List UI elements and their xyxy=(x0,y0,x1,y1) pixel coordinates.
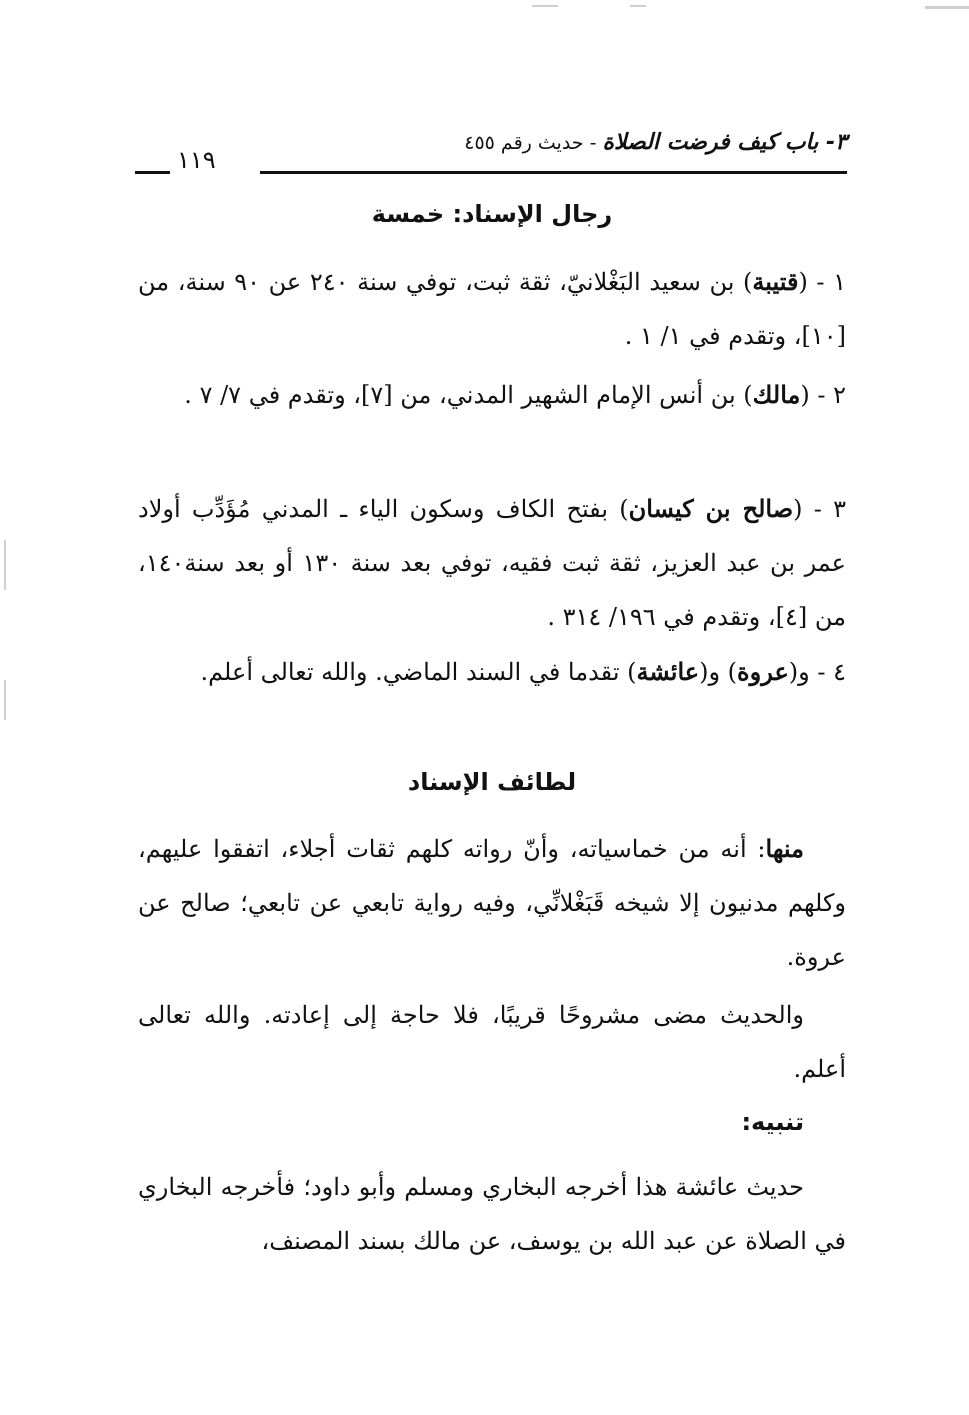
scan-mark xyxy=(4,540,6,590)
narrator-name: قتيبة xyxy=(752,267,799,296)
section-heading-narrators: رجال الإسناد: خمسة xyxy=(371,200,613,228)
narrator-name: عروة xyxy=(737,657,789,686)
scan-mark xyxy=(925,6,969,9)
subtleties-lead: منها xyxy=(765,834,804,863)
narrator-entry-3 xyxy=(138,482,846,644)
entry-text: ) بن أنس الإمام الشهير المدني، من [٧]، وتقدم في ٧/ ٧ . xyxy=(184,381,753,409)
entry-number: ٢ - ( xyxy=(800,381,846,409)
narrator-name: مالك xyxy=(752,380,801,409)
hadith-note-paragraph xyxy=(138,988,846,1096)
notice-heading-text: تنبيه: xyxy=(741,1108,804,1136)
section-heading-subtleties: لطائف الإسناد xyxy=(407,768,577,796)
entry-number: ٣ - ( xyxy=(793,495,846,523)
narrator-entry-1 xyxy=(138,255,846,363)
chapter-title: ٣- باب كيف فرضت الصلاة xyxy=(602,130,847,155)
page-number: ١١٩ xyxy=(177,146,216,174)
narrator-name: صالح بن كيسان xyxy=(628,494,794,523)
scan-mark xyxy=(532,5,558,7)
narrator-entry-4 xyxy=(138,645,846,699)
notice-text: حديث عائشة هذا أخرجه البخاري ومسلم وأبو داود؛ فأخرجه البخاري في الصلاة عن عبد الله بن يوسف، عن مالك بسند المصنف، xyxy=(138,1173,846,1255)
entry-number: ٤ - و( xyxy=(788,658,846,686)
section-heading-notice xyxy=(138,1108,846,1136)
subtleties-text: : أنه من خماسياته، وأنّ رواته كلهم ثقات أجلاء، اتفقوا عليهم، وكلهم مدنيون إلا شيخه قَبَغْلانِّي، وفيه رواية تابعي عن تابعي؛ صالح عن عروة. xyxy=(138,835,846,971)
entry-text: ) و( xyxy=(699,658,738,686)
scan-mark xyxy=(630,5,646,7)
running-header xyxy=(135,128,847,178)
header-dash xyxy=(135,171,170,174)
subtleties-paragraph xyxy=(138,822,846,984)
header-title xyxy=(464,130,847,155)
header-rule xyxy=(260,171,847,174)
entry-text: ) بفتح الكاف وسكون الياء ـ المدني مُؤَدِّب أولاد عمر بن عبد العزيز، ثقة ثبت فقيه، توفي بعد سنة ١٣٠ أو بعد سنة١٤٠، من [٤]، وتقدم في ١٩٦/ ٣١٤ . xyxy=(138,495,847,631)
narrator-entry-2 xyxy=(138,368,846,422)
narrator-name: عائشة xyxy=(636,657,700,686)
scan-mark xyxy=(4,680,6,720)
entry-text: ) بن سعيد البَغْلانيّ، ثقة ثبت، توفي سنة ٢٤٠ عن ٩٠ سنة، من [١٠]، وتقدم في ١/ ١ . xyxy=(138,268,846,350)
entry-text: ) تقدما في السند الماضي. والله تعالى أعلم. xyxy=(200,658,637,686)
entry-number: ١ - ( xyxy=(798,268,846,296)
hadith-number: - حديث رقم ٤٥٥ xyxy=(464,132,597,154)
hadith-note-text: والحديث مضى مشروحًا قريبًا، فلا حاجة إلى إعادته. والله تعالى أعلم. xyxy=(138,1001,846,1083)
notice-paragraph xyxy=(138,1160,846,1268)
